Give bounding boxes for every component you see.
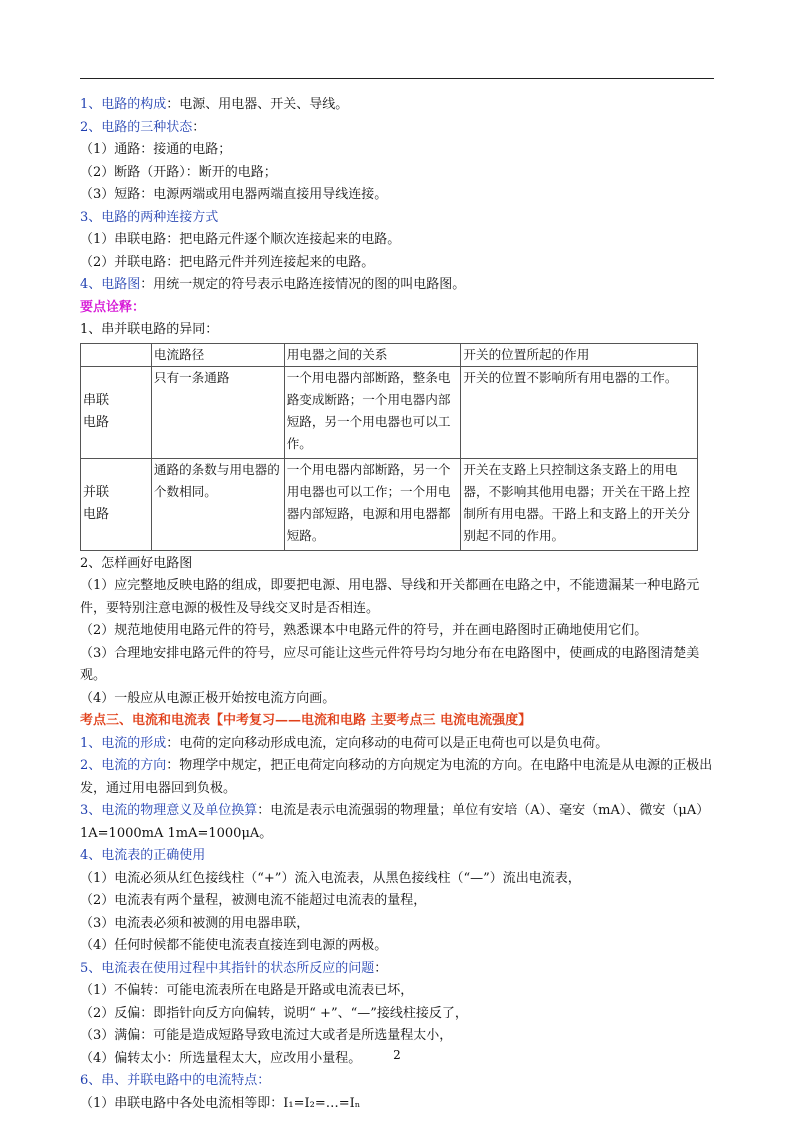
topic-link[interactable]: 【中考复习——电流和电路 主要考点三 电流电流强度】: [210, 713, 532, 728]
heading: 1、电路的构成: [80, 97, 167, 112]
list-item: （2）断路（开路）：断开的电路；: [80, 164, 277, 180]
list-item: （1）通路：接通的电路；: [80, 142, 232, 157]
table-row-parallel: [81, 458, 698, 550]
table-header-row: [81, 343, 698, 366]
table-cell: 通路的条数与用电器的个数相同。: [151, 458, 284, 550]
list-item: （2）并联电路：把电路元件并列连接起来的电路。: [80, 254, 375, 270]
topic-title: 考点三、电流和电流表: [80, 713, 211, 728]
list-item: （2）反偏：即指针向反方向偏转，说明“ +”、“—”接线柱接反了，: [80, 1005, 468, 1021]
header-cell: 用电器之间的关系: [284, 343, 461, 366]
comparison-table: [80, 343, 698, 551]
paragraph: （3）合理地安排电路元件的符号，应尽可能让这些元件符号均匀地分布在电路图中，使画成的电路图清楚美观。: [80, 645, 700, 683]
table-cell: 只有一条通路: [151, 366, 284, 458]
list-item: （1）不偏转：可能电流表所在电路是开路或电流表已坏，: [80, 983, 414, 998]
table-cell: 开关在支路上只控制这条支路上的用电器，不影响其他用电器；开关在干路上控制所有用电器。干路上和支路上的开关分别起不同的作用。: [461, 458, 698, 550]
list-item: （2）电流表有两个量程，被测电流不能超过电流表的量程，: [80, 893, 427, 908]
section-circuit-diagram: 4、电路图：用统一规定的符号表示电路连接情况的图的叫电路图。: [80, 277, 466, 292]
list-item: （1）串联电路中各处电流相等即：I₁=I₂=…=Iₙ: [80, 1095, 361, 1111]
section-current-formation: 1、电流的形成：电荷的定向移动形成电流，定向移动的电荷可以是正电荷也可以是负电荷。: [80, 735, 609, 751]
section-pointer-states: 5、电流表在使用过程中其指针的状态所反应的问题：: [80, 960, 388, 976]
header-cell: 电流路径: [151, 343, 284, 366]
section-ammeter-usage: 4、电流表的正确使用: [80, 848, 206, 863]
table-cell: 一个用电器内部断路，另一个用电器也可以工作；一个用电器内部短路，电源和用电器都短路。: [284, 458, 461, 550]
heading: 1、电流的形成: [80, 735, 167, 751]
list-item: （4）偏转太小：所选量程太大，应改用小量程。: [80, 1050, 362, 1066]
table-cell: 一个用电器内部断路，整条电路变成断路；一个用电器内部短路，另一个用电器也可以工作。: [284, 366, 461, 458]
paragraph: （1）应完整地反映电路的组成，即要把电源、用电器、导线和开关都画在电路之中，不能遗漏某一种电路元件，要特别注意电源的极性及导线交叉时是否相连。: [80, 578, 700, 616]
compare-intro: 1、串并联电路的异同：: [80, 322, 219, 337]
key-points-label: 要点诠释：: [80, 299, 146, 315]
row-header: 并联 电路: [81, 458, 152, 550]
section-circuit-composition: 1、电路的构成：电源、用电器、开关、导线。: [80, 97, 349, 112]
heading: 3、电流的物理意义及单位换算: [80, 803, 258, 818]
list-item: （1）串联电路：把电路元件逐个顺次连接起来的电路。: [80, 232, 401, 247]
paragraph: （2）规范地使用电路元件的符号，熟悉课本中电路元件的符号，并在画电路图时正确地使用它们。: [80, 623, 648, 638]
list-item: （3）短路：电源两端或用电器两端直接用导线连接。: [80, 187, 388, 202]
section-current-characteristics: 6、串、并联电路中的电流特点：: [80, 1073, 271, 1088]
heading: 2、电流的方向: [80, 758, 167, 773]
topic-three-heading: [80, 710, 720, 733]
section-current-units: 3、电流的物理意义及单位换算：电流是表示电流强弱的物理量；单位有安培（A）、毫安（mA）、微安（μA） 1A=1000mA 1mA=1000μA。: [80, 803, 710, 841]
header-cell: 开关的位置所起的作用: [461, 343, 698, 366]
section-current-direction: 2、电流的方向：物理学中规定，把正电荷定向移动的方向规定为电流的方向。在电路中电流是从电源的正极出发，通过用电器回到负极。: [80, 758, 713, 796]
list-item: （3）电流表必须和被测的用电器串联，: [80, 915, 310, 931]
page-content: [80, 94, 720, 1115]
section-three-states: 2、电路的三种状态：: [80, 119, 206, 135]
header-rule: [80, 78, 714, 79]
list-item: （1）电流必须从红色接线柱（“+”）流入电流表，从黑色接线柱（“—”）流出电流表，: [80, 870, 581, 886]
table-cell: 开关的位置不影响所有用电器的工作。: [461, 366, 698, 458]
header-cell: [81, 343, 152, 366]
row-header: 串联 电路: [81, 366, 152, 458]
section-connection-modes: 3、电路的两种连接方式: [80, 209, 219, 225]
paragraph: （4）一般应从电源正极开始按电流方向画。: [80, 690, 336, 706]
heading: 4、电路图: [80, 277, 141, 292]
list-item: （4）任何时候都不能使电流表直接连到电源的两极。: [80, 938, 388, 953]
page-number: 2: [393, 1048, 401, 1062]
list-item: （3）满偏：可能是造成短路导致电流过大或者是所选量程太小，: [80, 1028, 453, 1043]
heading: 5、电流表在使用过程中其指针的状态所反应的问题: [80, 960, 375, 976]
draw-heading: 2、怎样画好电路图: [80, 555, 193, 571]
table-row-series: [81, 366, 698, 458]
heading: 2、电路的三种状态: [80, 119, 193, 135]
